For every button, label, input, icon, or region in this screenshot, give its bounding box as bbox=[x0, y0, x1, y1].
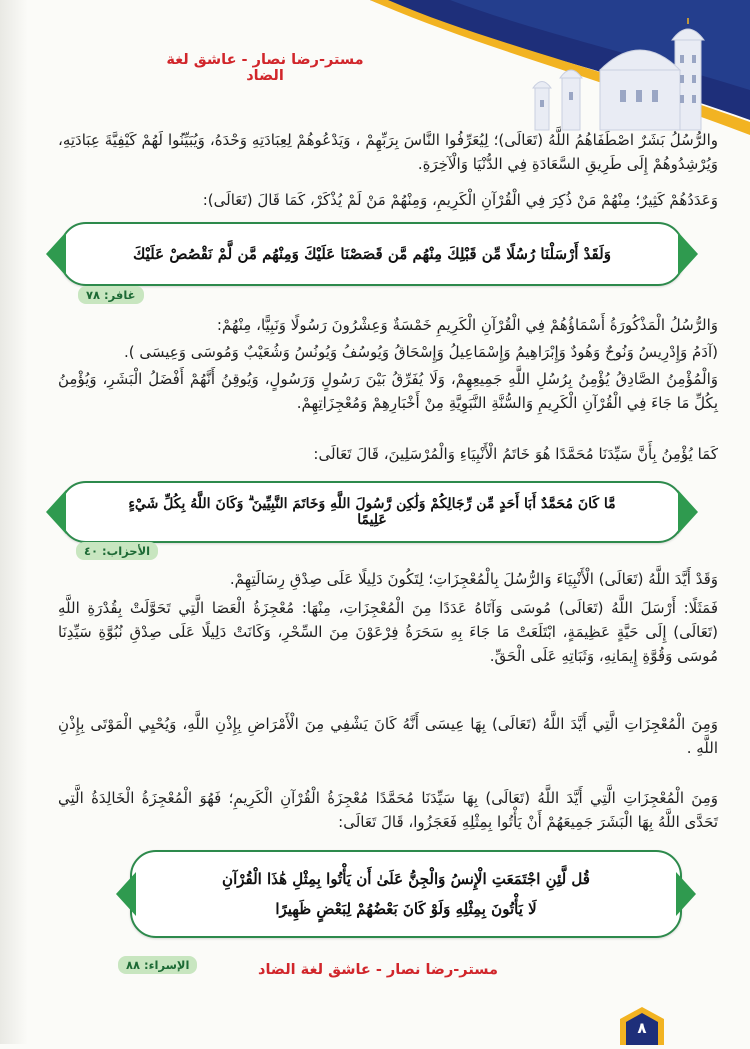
paragraph-4: (آدَمُ وَإِدْرِيسُ وَنُوحٌ وَهُودٌ وَإِبْرَاهِيمُ وَإِسْمَاعِيلُ وَإِسْحَاقُ وَيُوسُفُ وَيُونُسُ وَشُعَيْبٌ وَمُوسَى وَعِيسَى ). bbox=[123, 343, 718, 361]
verse-arrow-right-icon bbox=[678, 232, 698, 276]
verse-3-reference: الإسراء: ٨٨ bbox=[118, 956, 197, 974]
paragraph-3: وَالرُّسُلُ الْمَذْكُورَةُ أَسْمَاؤُهُمْ فِي الْقُرْآنِ الْكَرِيمِ خَمْسَةٌ وَعِشْرُونَ رَسُولًا وَنَبِيًّا، مِنْهُمْ: bbox=[216, 316, 718, 334]
verse-1-line-1: وَلَقَدْ أَرْسَلْنَا رُسُلًا مِّن قَبْلِكَ مِنْهُم مَّن قَصَصْنَا عَلَيْكَ وَمِنْهُم مَّن لَّمْ نَقْصُصْ عَلَيْكَ bbox=[133, 245, 611, 263]
paragraph-7: وَقَدْ أَيَّدَ اللَّهُ (تَعَالَى) الْأَنْبِيَاءَ وَالرُّسُلَ بِالْمُعْجِزَاتِ؛ لِتَكُونَ دَلِيلًا عَلَى صِدْقِ رِسَالَتِهِمْ. bbox=[229, 570, 718, 588]
paragraph-5: وَالْمُؤْمِنُ الصَّادِقُ يُؤْمِنُ بِرُسُلِ اللَّهِ جَمِيعِهِمْ، وَلَا يُفَرِّقُ بَيْنَ رَسُولٍ وَرَسُولٍ، وَيُوقِنُ أَنَّهُمْ أَفْضَلُ الْبَشَرِ، وَيُؤْمِنُ بِكُلِّ مَا جَاءَ فِي الْقُرْآنِ الْكَرِيمِ وَالسُّنَّةِ النَّبَوِيَّةِ مِنْ أَخْبَارِهِمْ وَمُعْجِزَاتِهِمْ. bbox=[58, 370, 718, 412]
paragraph-2: وَعَدَدُهُمْ كَثِيرٌ؛ مِنْهُمْ مَنْ ذُكِرَ فِي الْقُرْآنِ الْكَرِيمِ، وَمِنْهُمْ مَنْ لَمْ يُذْكَرْ، كَمَا قَالَ (تَعَالَى): bbox=[202, 191, 718, 209]
paragraph-1: والرُّسُلُ بَشَرٌ اصْطَفَاهُمُ اللَّهُ (تَعَالَى)؛ لِيُعَرِّفُوا النَّاسَ بِرَبِّهِمْ ، وَيَدْعُوهُمْ لِعِبَادَتِهِ وَحْدَهُ، وَيُبَيِّنُوا لَهُمْ كَيْفِيَّةَ عِبَادَتِهِ، وَيُرْشِدُوهُمْ إِلَى طَرِيقِ السَّعَادَةِ فِي الدُّنْيَا وَالْآخِرَةِ. bbox=[58, 131, 718, 173]
verse-arrow-left-icon bbox=[116, 872, 136, 916]
verse-2-reference: الأحزاب: ٤٠ bbox=[76, 542, 158, 560]
page-edge bbox=[0, 0, 28, 1044]
verse-box-2 bbox=[60, 481, 684, 543]
paragraph-6: كَمَا يُؤْمِنُ بِأَنَّ سَيِّدَنَا مُحَمَّدًا هُوَ خَاتَمُ الْأَنْبِيَاءِ وَالْمُرْسَلِينَ، قَالَ تَعَالَى: bbox=[313, 445, 718, 463]
mosque-header-illustration bbox=[330, 0, 750, 140]
verse-box-1 bbox=[60, 222, 684, 286]
verse-box-3 bbox=[130, 850, 682, 938]
verse-3-line-2: لَا يَأْتُونَ بِمِثْلِهِ وَلَوْ كَانَ بَعْضُهُمْ لِبَعْضٍ ظَهِيرًا bbox=[275, 900, 537, 918]
verse-arrow-left-icon bbox=[46, 490, 66, 534]
author-header: مستر-رضا نصار - عاشق لغة الضاد bbox=[166, 52, 364, 84]
verse-3-line-1: قُل لَّئِنِ اجْتَمَعَتِ الْإِنسُ وَالْجِنُّ عَلَىٰ أَن يَأْتُوا بِمِثْلِ هَٰذَا الْقُرْآنِ bbox=[222, 870, 590, 888]
paragraph-8: فَمَثَلًا: أَرْسَلَ اللَّهُ (تَعَالَى) مُوسَى وَآتَاهُ عَدَدًا مِنَ الْمُعْجِزَاتِ، مِنْهَا: مُعْجِزَةُ الْعَصَا الَّتِي تَحَوَّلَتْ بِقُدْرَةِ اللَّهِ (تَعَالَى) إِلَى حَيَّةٍ عَظِيمَةٍ، ابْتَلَعَتْ مَا جَاءَ بِهِ سَحَرَةُ فِرْعَوْنَ مِنَ السِّحْرِ، وَكَانَتْ دَلِيلًا عَلَى صِدْقِ نُبُوَّةِ سَيِّدِنَا مُوسَى وَقُوَّةِ إِيمَانِهِ، وَثَبَاتِهِ عَلَى الْحَقِّ. bbox=[58, 599, 718, 665]
page-number: ٨ bbox=[637, 1019, 647, 1037]
author-footer: مستر-رضا نصار - عاشق لغة الضاد bbox=[258, 962, 498, 978]
verse-2-line-1: مَّا كَانَ مُحَمَّدٌ أَبَا أَحَدٍ مِّن رِّجَالِكُمْ وَلَٰكِن رَّسُولَ اللَّهِ وَخَاتَمَ النَّبِيِّينَ ۗ وَكَانَ اللَّهُ بِكُلِّ شَيْءٍ عَلِيمًا bbox=[128, 496, 616, 528]
paragraph-10: وَمِنَ الْمُعْجِزَاتِ الَّتِي أَيَّدَ اللَّهُ (تَعَالَى) بِهَا سَيِّدَنَا مُحَمَّدًا مُعْجِزَةُ الْقُرْآنِ الْكَرِيمِ؛ فَهُوَ الْمُعْجِزَةُ الْخَالِدَةُ الَّتِي تَحَدَّى اللَّهُ بِهَا الْبَشَرَ جَمِيعَهُمْ أَنْ يَأْتُوا بِمِثْلِهِ فَعَجَزُوا، قَالَ تَعَالَى: bbox=[58, 789, 718, 831]
page-number-badge bbox=[612, 1005, 672, 1045]
verse-1-reference: غافر: ٧٨ bbox=[78, 286, 144, 304]
verse-arrow-right-icon bbox=[678, 490, 698, 534]
paragraph-9: وَمِنَ الْمُعْجِزَاتِ الَّتِي أَيَّدَ اللَّهُ (تَعَالَى) بِهَا عِيسَى أَنَّهُ كَانَ يَشْفِي مِنَ الْأَمْرَاضِ بِإِذْنِ اللَّهِ، وَيُحْيِي الْمَوْتَى بِإِذْنِ اللَّهِ . bbox=[58, 715, 718, 757]
verse-arrow-left-icon bbox=[46, 232, 66, 276]
verse-arrow-right-icon bbox=[676, 872, 696, 916]
